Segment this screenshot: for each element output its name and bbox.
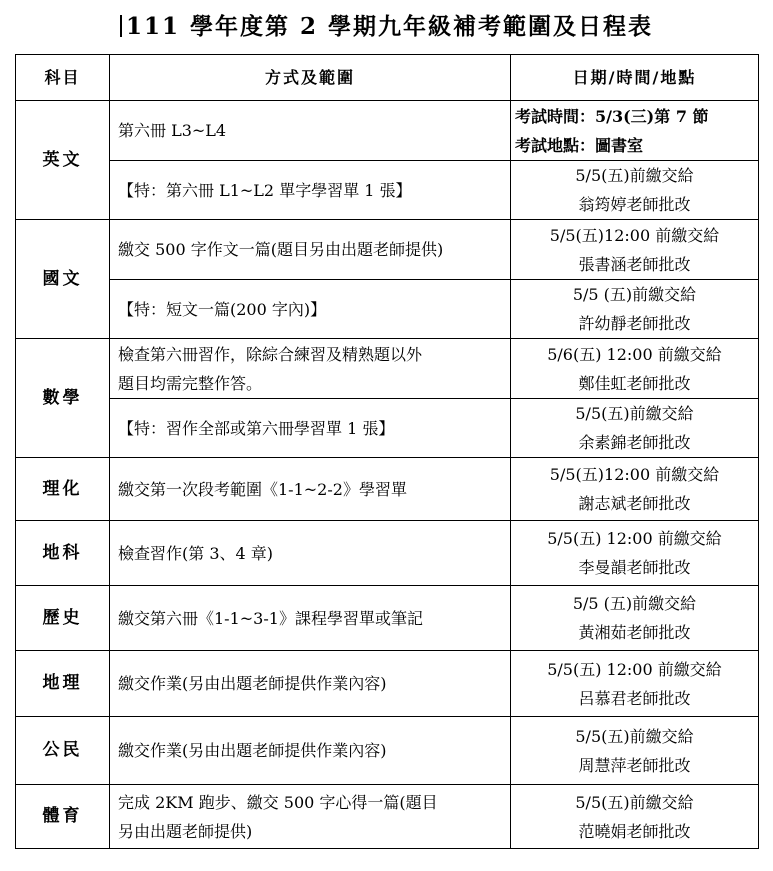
scope-line: 繳交作業(另由出題老師提供作業內容) xyxy=(118,674,387,693)
scope-cell xyxy=(110,161,511,220)
header-subject: 科目 xyxy=(16,55,110,101)
schedule-table xyxy=(15,54,759,849)
schedule-cell xyxy=(511,521,759,586)
table-row xyxy=(16,280,759,339)
schedule-line: 謝志斌老師批改 xyxy=(578,494,691,513)
table-row xyxy=(16,586,759,651)
schedule-line: 5/5(五)前繳交給 xyxy=(575,792,694,812)
scope-cell xyxy=(110,651,511,717)
scope-line: 第六冊 L3~L4 xyxy=(118,121,227,140)
scope-cell xyxy=(110,280,511,339)
scope-cell xyxy=(110,521,511,586)
page-title xyxy=(0,8,773,41)
schedule-line: 5/5(五)12:00 前繳交給 xyxy=(549,465,720,484)
schedule-line: 5/5 (五)前繳交給 xyxy=(572,594,697,613)
schedule-line: 5/5(五) 12:00 前繳交給 xyxy=(547,659,722,679)
subject-cell: 理化 xyxy=(16,458,110,521)
table-row xyxy=(16,458,759,521)
schedule-cell xyxy=(511,101,759,161)
header-scope: 方式及範圍 xyxy=(110,55,511,101)
schedule-line: 李曼韻老師批改 xyxy=(578,558,691,577)
subject-cell: 英文 xyxy=(16,101,110,220)
scope-line: 【特：短文一篇(200 字內)】 xyxy=(118,299,327,319)
scope-cell xyxy=(110,785,511,849)
header-schedule: 日期/時間/地點 xyxy=(511,55,759,101)
scope-cell xyxy=(110,717,511,785)
table-body xyxy=(16,101,759,849)
schedule-line: 5/5(五)前繳交給 xyxy=(575,166,694,185)
title-text: 111 學年度第 2 學期九年級補考範圍及日程表 xyxy=(125,13,654,40)
subject-cell: 地科 xyxy=(16,521,110,586)
schedule-line: 鄭佳虹老師批改 xyxy=(578,373,691,393)
table-row xyxy=(16,161,759,220)
schedule-line: 5/5 (五)前繳交給 xyxy=(572,285,697,304)
header-row xyxy=(16,55,759,101)
schedule-line: 考試地點：圖書室 xyxy=(515,135,644,155)
schedule-line: 范曉娟老師批改 xyxy=(578,821,691,841)
scope-cell xyxy=(110,458,511,521)
table-row xyxy=(16,521,759,586)
schedule-line: 5/6(五) 12:00 前繳交給 xyxy=(547,344,722,364)
subject-cell: 歷史 xyxy=(16,586,110,651)
schedule-line: 張書涵老師批改 xyxy=(578,254,691,274)
scope-line: 題目均需完整作答。 xyxy=(118,373,263,393)
schedule-cell xyxy=(511,458,759,521)
schedule-cell xyxy=(511,651,759,717)
schedule-cell xyxy=(511,339,759,399)
subject-cell: 數學 xyxy=(16,339,110,458)
table-row xyxy=(16,399,759,458)
schedule-line: 呂慕君老師批改 xyxy=(578,688,691,708)
schedule-line: 5/5(五)前繳交給 xyxy=(575,404,694,423)
scope-line: 繳交作業(另由出題老師提供作業內容) xyxy=(118,741,387,760)
schedule-cell xyxy=(511,280,759,339)
schedule-line: 許幼靜老師批改 xyxy=(578,314,691,333)
schedule-line: 考試時間：5/3(三)第 7 節 xyxy=(515,106,709,126)
schedule-cell xyxy=(511,399,759,458)
scope-cell xyxy=(110,220,511,280)
scope-cell xyxy=(110,339,511,399)
subject-cell: 國文 xyxy=(16,220,110,339)
schedule-line: 周慧萍老師批改 xyxy=(578,755,691,775)
schedule-line: 5/5(五)12:00 前繳交給 xyxy=(549,225,720,245)
schedule-line: 黃湘茹老師批改 xyxy=(578,623,691,642)
scope-line: 繳交 500 字作文一篇(題目另由出題老師提供) xyxy=(118,240,444,259)
table-row xyxy=(16,101,759,161)
subject-cell: 公民 xyxy=(16,717,110,785)
scope-cell xyxy=(110,101,511,161)
scope-line: 檢查習作(第 3、4 章) xyxy=(118,543,274,563)
schedule-line: 余素錦老師批改 xyxy=(578,433,691,452)
scope-line: 完成 2KM 跑步、繳交 500 字心得一篇(題目 xyxy=(118,792,438,812)
title-cursor-bar xyxy=(120,15,122,37)
scope-line: 繳交第六冊《1-1~3-1》課程學習單或筆記 xyxy=(118,608,423,628)
schedule-cell xyxy=(511,717,759,785)
table-row xyxy=(16,785,759,849)
scope-line: 【特：習作全部或第六冊學習單 1 張】 xyxy=(118,418,395,438)
schedule-line: 5/5(五) 12:00 前繳交給 xyxy=(547,529,722,548)
table-row xyxy=(16,651,759,717)
scope-cell xyxy=(110,586,511,651)
table-row xyxy=(16,220,759,280)
schedule-cell xyxy=(511,785,759,849)
schedule-line: 5/5(五)前繳交給 xyxy=(575,726,694,746)
scope-line: 檢查第六冊習作，除綜合練習及精熟題以外 xyxy=(118,344,423,364)
schedule-line: 翁筠婷老師批改 xyxy=(578,195,691,214)
table-row xyxy=(16,717,759,785)
subject-cell: 地理 xyxy=(16,651,110,717)
scope-line: 【特：第六冊 L1~L2 單字學習單 1 張】 xyxy=(118,180,412,200)
table-row xyxy=(16,339,759,399)
schedule-cell xyxy=(511,586,759,651)
scope-line: 繳交第一次段考範圍《1-1~2-2》學習單 xyxy=(118,479,407,499)
subject-cell: 體育 xyxy=(16,785,110,849)
schedule-cell xyxy=(511,220,759,280)
scope-cell xyxy=(110,399,511,458)
scope-line: 另由出題老師提供) xyxy=(118,821,253,841)
schedule-cell xyxy=(511,161,759,220)
